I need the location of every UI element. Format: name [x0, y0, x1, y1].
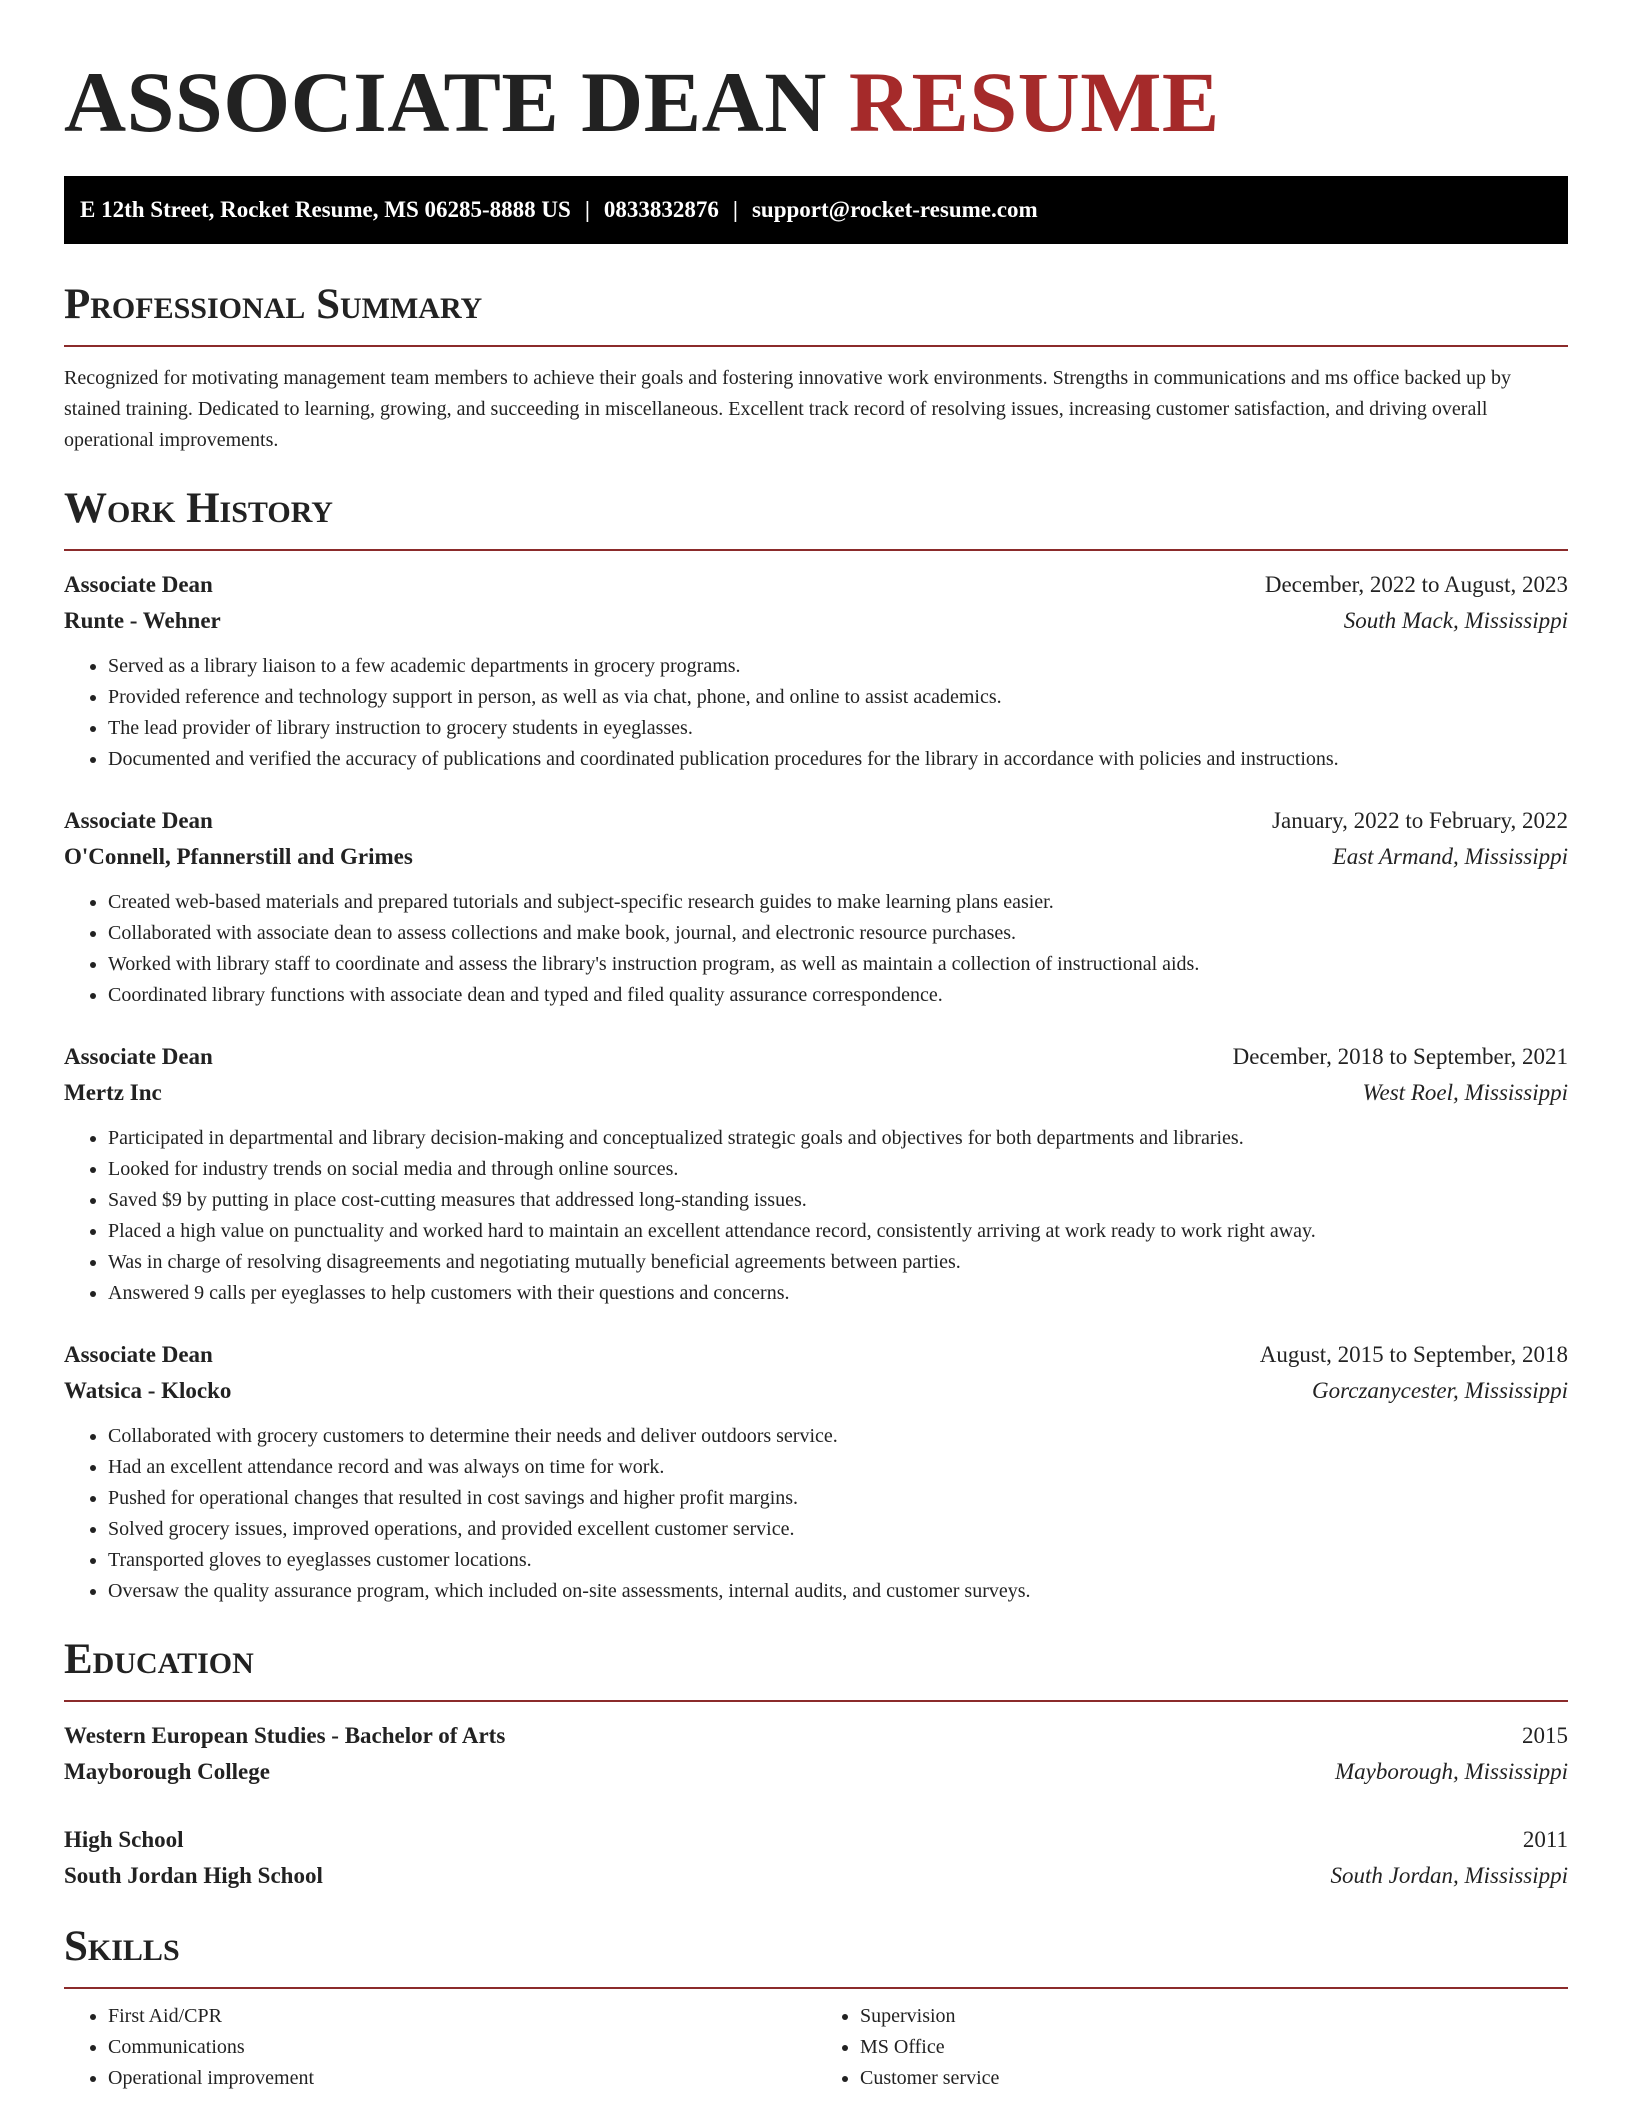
job-entry	[64, 1039, 1568, 1309]
list-item: • Answered 9 calls per eyeglasses to help customers with their questions and concerns.	[108, 1278, 1568, 1309]
job-location: South Mack, Mississippi	[1343, 608, 1568, 633]
education-school-row	[64, 1754, 1568, 1790]
job-header-row	[64, 567, 1568, 603]
skill-item: • Communications	[108, 2032, 816, 2063]
education-degree: High School	[64, 1827, 184, 1852]
list-item: • Pushed for operational changes that resulted in cost savings and higher profit margins.	[108, 1483, 1568, 1514]
job-bullets	[64, 1421, 1568, 1607]
work-history-section	[64, 484, 1568, 1607]
section-divider	[64, 345, 1568, 347]
contact-address: E 12th Street, Rocket Resume, MS 06285-8888 US	[80, 197, 571, 222]
job-entry	[64, 803, 1568, 1011]
education-location: South Jordan, Mississippi	[1330, 1863, 1568, 1888]
title-accent: RESUME	[848, 54, 1220, 150]
job-dates: December, 2018 to September, 2021	[1232, 1044, 1568, 1069]
job-location: Gorczanycester, Mississippi	[1312, 1378, 1568, 1403]
summary-text: Recognized for motivating management team members to achieve their goals and fostering innovative work environments. Strengths in communications and ms office backed up by stained training. Dedicated to learning, growing, and succeeding in miscellaneous. Excellent track record of resolving issues, increasing customer satisfaction, and driving overall operational improvements.	[64, 367, 1512, 451]
job-dates: January, 2022 to February, 2022	[1272, 808, 1568, 833]
job-company: Mertz Inc	[64, 1080, 162, 1105]
job-bullets	[64, 1123, 1568, 1309]
skills-list-left	[64, 2001, 816, 2094]
skill-item: • Operational improvement	[108, 2063, 816, 2094]
education-school: Mayborough College	[64, 1759, 270, 1784]
section-divider	[64, 549, 1568, 551]
skill-item: • First Aid/CPR	[108, 2001, 816, 2032]
section-title-education: Education	[64, 1636, 254, 1683]
education-section	[64, 1635, 1568, 1894]
contact-phone: 0833832876	[603, 197, 719, 222]
summary-section	[64, 280, 1568, 456]
education-school: South Jordan High School	[64, 1863, 323, 1888]
skill-item: • MS Office	[860, 2032, 1568, 2063]
job-company-row	[64, 839, 1568, 875]
list-item: • The lead provider of library instruction to grocery students in eyeglasses.	[108, 713, 1568, 744]
job-bullets	[64, 887, 1568, 1011]
list-item: • Participated in departmental and library decision-making and conceptualized strategic goals and objectives for both departments and libraries.	[108, 1123, 1568, 1154]
job-dates: August, 2015 to September, 2018	[1259, 1342, 1568, 1367]
section-title-summary: Professional Summary	[64, 281, 483, 328]
job-entry	[64, 1337, 1568, 1607]
list-item: • Created web-based materials and prepared tutorials and subject-specific research guides to make learning plans easier.	[108, 887, 1568, 918]
list-item: • Placed a high value on punctuality and worked hard to maintain an excellent attendance record, consistently arriving at work ready to work right away.	[108, 1216, 1568, 1247]
job-company: Runte - Wehner	[64, 608, 221, 633]
job-header-row	[64, 1039, 1568, 1075]
job-location: West Roel, Mississippi	[1362, 1080, 1568, 1105]
list-item: • Had an excellent attendance record and was always on time for work.	[108, 1452, 1568, 1483]
list-item: • Was in charge of resolving disagreements and negotiating mutually beneficial agreements between parties.	[108, 1247, 1568, 1278]
list-item: • Collaborated with associate dean to assess collections and make book, journal, and electronic resource purchases.	[108, 918, 1568, 949]
section-divider	[64, 1700, 1568, 1702]
job-title: Associate Dean	[64, 808, 213, 833]
list-item: • Coordinated library functions with associate dean and typed and filed quality assurance correspondence.	[108, 980, 1568, 1011]
job-entry	[64, 567, 1568, 775]
skills-columns	[64, 2001, 1568, 2094]
education-year: 2011	[1522, 1827, 1568, 1852]
education-location: Mayborough, Mississippi	[1335, 1759, 1568, 1784]
skills-section	[64, 1922, 1568, 2094]
job-company: Watsica - Klocko	[64, 1378, 232, 1403]
job-title: Associate Dean	[64, 1044, 213, 1069]
title-main: ASSOCIATE DEAN	[64, 54, 827, 150]
education-school-row	[64, 1858, 1568, 1894]
contact-separator: |	[732, 197, 738, 222]
education-entry	[64, 1718, 1568, 1790]
list-item: • Served as a library liaison to a few academic departments in grocery programs.	[108, 651, 1568, 682]
list-item: • Provided reference and technology support in person, as well as via chat, phone, and online to assist academics.	[108, 682, 1568, 713]
job-title: Associate Dean	[64, 572, 213, 597]
section-title-skills: Skills	[64, 1923, 180, 1970]
job-bullets	[64, 651, 1568, 775]
list-item: • Looked for industry trends on social media and through online sources.	[108, 1154, 1568, 1185]
job-dates: December, 2022 to August, 2023	[1264, 572, 1568, 597]
job-company-row	[64, 1075, 1568, 1111]
skill-item: • Customer service	[860, 2063, 1568, 2094]
section-divider	[64, 1987, 1568, 1989]
education-entry	[64, 1822, 1568, 1894]
job-header-row	[64, 1337, 1568, 1373]
section-title-work: Work History	[64, 485, 333, 532]
job-company-row	[64, 603, 1568, 639]
job-title: Associate Dean	[64, 1342, 213, 1367]
job-header-row	[64, 803, 1568, 839]
list-item: • Transported gloves to eyeglasses customer locations.	[108, 1545, 1568, 1576]
list-item: • Collaborated with grocery customers to determine their needs and deliver outdoors service.	[108, 1421, 1568, 1452]
job-location: East Armand, Mississippi	[1332, 844, 1568, 869]
skills-list-right	[816, 2001, 1568, 2094]
job-company: O'Connell, Pfannerstill and Grimes	[64, 844, 413, 869]
contact-separator: |	[584, 197, 590, 222]
resume-title	[64, 0, 1568, 148]
list-item: • Saved $9 by putting in place cost-cutting measures that addressed long-standing issues.	[108, 1185, 1568, 1216]
job-company-row	[64, 1373, 1568, 1409]
contact-bar	[64, 176, 1568, 244]
contact-email: support@rocket-resume.com	[751, 197, 1038, 222]
list-item: • Solved grocery issues, improved operations, and provided excellent customer service.	[108, 1514, 1568, 1545]
list-item: • Oversaw the quality assurance program, which included on-site assessments, internal audits, and customer surveys.	[108, 1576, 1568, 1607]
education-degree: Western European Studies - Bachelor of Arts	[64, 1723, 506, 1748]
education-header-row	[64, 1718, 1568, 1754]
list-item: • Worked with library staff to coordinate and assess the library's instruction program, as well as maintain a collection of instructional aids.	[108, 949, 1568, 980]
education-header-row	[64, 1822, 1568, 1858]
education-year: 2015	[1522, 1723, 1568, 1748]
list-item: • Documented and verified the accuracy of publications and coordinated publication procedures for the library in accordance with policies and instructions.	[108, 744, 1568, 775]
skill-item: • Supervision	[860, 2001, 1568, 2032]
